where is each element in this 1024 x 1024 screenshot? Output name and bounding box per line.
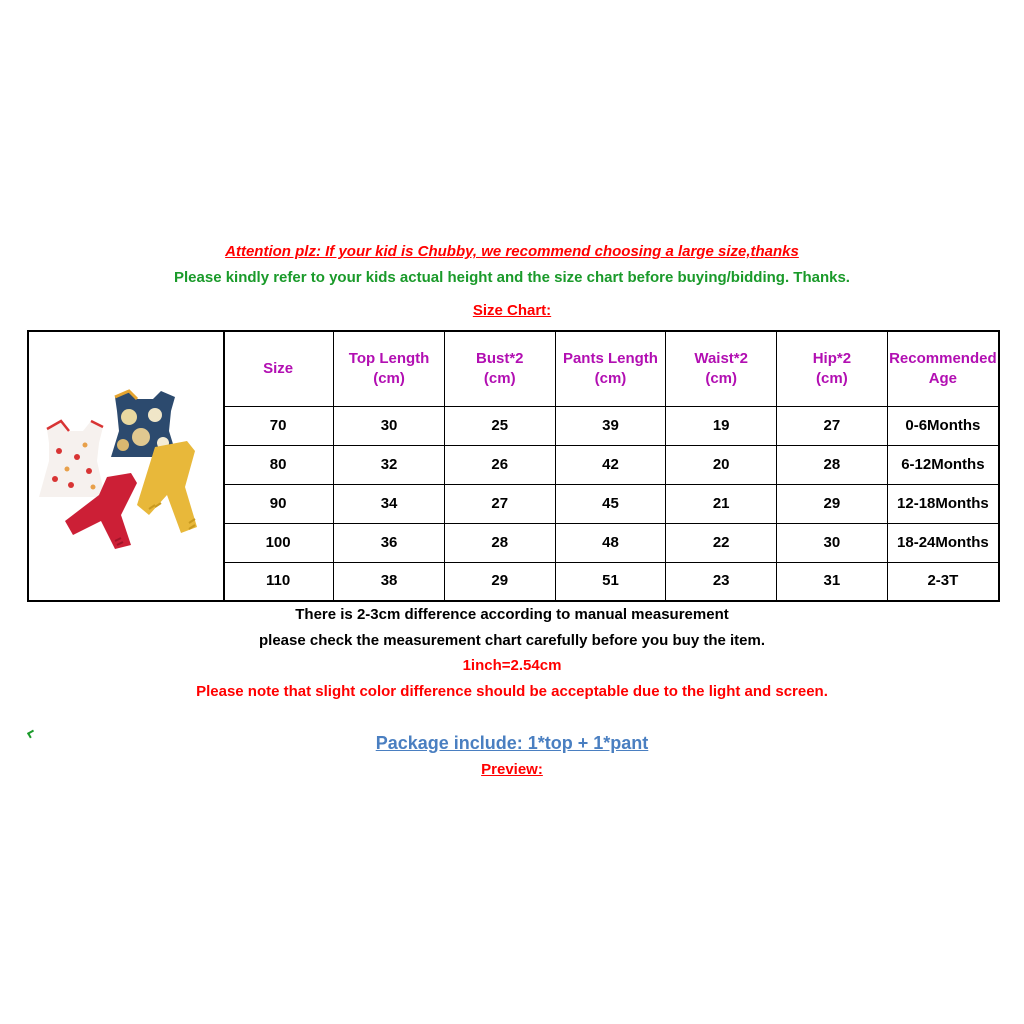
table-cell: 23: [666, 562, 777, 600]
table-cell: 30: [777, 523, 888, 562]
column-header-hip: Hip*2 (cm): [777, 332, 888, 407]
table-cell: 21: [666, 484, 777, 523]
table-cell: 28: [444, 523, 555, 562]
table-cell: 38: [334, 562, 445, 600]
column-header-recommended-age: Recommended Age: [887, 332, 998, 407]
difference-note: There is 2-3cm difference according to manual measurement: [295, 606, 729, 623]
table-cell: 80: [223, 446, 334, 485]
table-cell: 2-3T: [887, 562, 998, 600]
product-photo-cell: [29, 332, 225, 600]
table-row: [223, 484, 998, 523]
table-cell: 12-18Months: [887, 484, 998, 523]
table-cell: 36: [334, 523, 445, 562]
table-row: [223, 446, 998, 485]
attention-notice: Attention plz: If your kid is Chubby, we recommend choosing a large size,thanks: [225, 243, 799, 260]
table-cell: 29: [444, 562, 555, 600]
table-cell: 51: [555, 562, 666, 600]
preview-label: Preview:: [481, 761, 543, 778]
table-cell: 39: [555, 407, 666, 446]
table-cell: 26: [444, 446, 555, 485]
white-floral-top-image: [39, 421, 105, 497]
product-photo: [37, 387, 207, 552]
table-header-row: [223, 332, 998, 407]
table-cell: 31: [777, 562, 888, 600]
table-cell: 34: [334, 484, 445, 523]
color-difference-note: Please note that slight color difference should be acceptable due to the light and screen.: [196, 683, 828, 700]
table-cell: 6-12Months: [887, 446, 998, 485]
table-cell: 100: [223, 523, 334, 562]
size-table: [223, 332, 998, 600]
check-note: please check the measurement chart carefully before you buy the item.: [258, 632, 765, 649]
column-header-size: Size: [223, 332, 334, 407]
refer-notice: Please kindly refer to your kids actual height and the size chart before buying/bidding. Thanks.: [174, 269, 850, 286]
table-cell: 45: [555, 484, 666, 523]
column-header-top-length: Top Length (cm): [334, 332, 445, 407]
table-cell: 0-6Months: [887, 407, 998, 446]
table-cell: 20: [666, 446, 777, 485]
table-cell: 90: [223, 484, 334, 523]
table-cell: 27: [777, 407, 888, 446]
table-row: [223, 407, 998, 446]
table-cell: 32: [334, 446, 445, 485]
column-header-waist: Waist*2 (cm): [666, 332, 777, 407]
table-cell: 18-24Months: [887, 523, 998, 562]
table-cell: 110: [223, 562, 334, 600]
table-cell: 19: [666, 407, 777, 446]
table-row: [223, 523, 998, 562]
table-cell: 25: [444, 407, 555, 446]
table-cell: 48: [555, 523, 666, 562]
table-row: [223, 562, 998, 600]
table-cell: 29: [777, 484, 888, 523]
inch-conversion: 1inch=2.54cm: [462, 657, 562, 674]
table-cell: 28: [777, 446, 888, 485]
table-cell: 27: [444, 484, 555, 523]
size-chart-title: Size Chart:: [472, 302, 552, 319]
table-cell: 42: [555, 446, 666, 485]
size-chart: [27, 330, 1000, 602]
table-cell: 30: [334, 407, 445, 446]
table-cell: 70: [223, 407, 334, 446]
column-header-pants-length: Pants Length (cm): [555, 332, 666, 407]
column-header-bust: Bust*2 (cm): [444, 332, 555, 407]
table-cell: 22: [666, 523, 777, 562]
package-include: Package include: 1*top + 1*pant: [375, 733, 649, 753]
